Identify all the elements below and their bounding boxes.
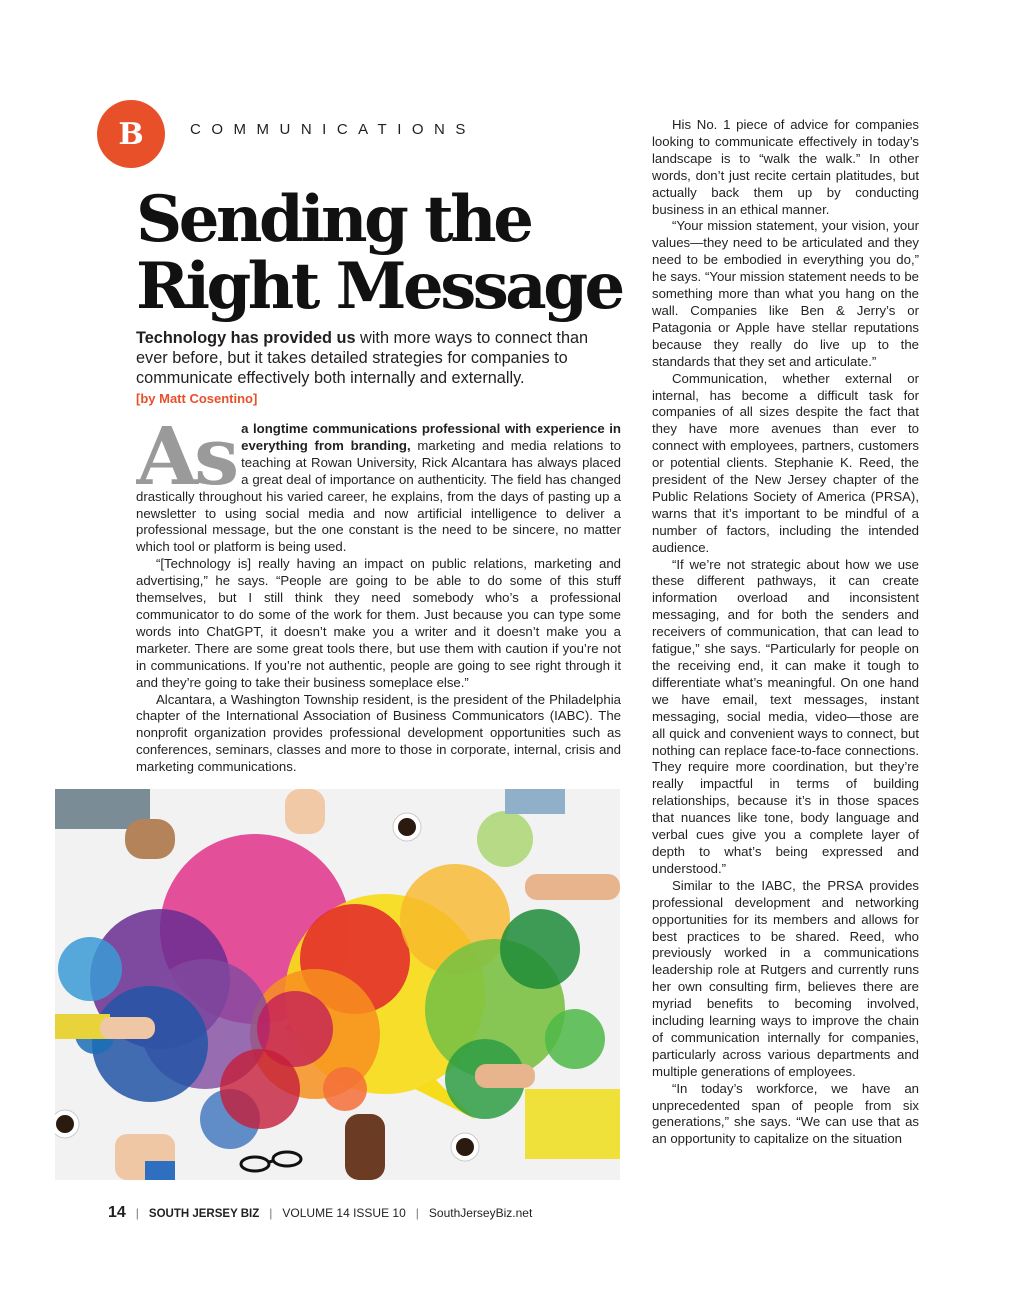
article-photo: [55, 789, 620, 1180]
headline-line-1: Sending the: [136, 182, 531, 257]
headline: [136, 182, 626, 324]
speech-bubbles-illustration: [55, 789, 620, 1180]
paragraph: His No. 1 piece of advice for companies looking to communicate effectively in today’s landscape is to “walk the walk.” In other words, don’t just recite certain platitudes, but actually back them up by conducting business in an ethical manner.: [652, 117, 919, 217]
website-link[interactable]: SouthJerseyBiz.net: [428, 1206, 533, 1220]
dek-text: with more ways to connect than ever before, but it takes detailed strategies for companies to communicate effectively both internally and externally.: [136, 329, 589, 387]
paragraph: Alcantara, a Washington Township resident, is the president of the Philadelphia chapter of the International Association of Business Communicators (IABC). The nonprofit organization provides professional development opportunities such as conferences, seminars, classes and more to those in corporate, internal, crisis and marketing communications.: [136, 691, 621, 775]
paragraph: “[Technology is] really having an impact on public relations, marketing and advertising,” he says. “People are going to be able to do some of this stuff themselves, but I still think they need somebody who’s a professional communicator to do some of the work for them. Just because you can type some words into ChatGPT, it doesn’t make you a writer and it doesn’t make you a marketer. There are some great tools there, but use them with caution if you’re not in communications. If you’re not authentic, people are going to see right through it and they’re going to take their business someplace else.”: [136, 556, 621, 690]
paragraph: Similar to the IABC, the PRSA provides professional development and networking opportunities for its members and allows for best practices to be shared. Reed, who previously worked in a communications leadership role at Rutgers and currently runs her own consulting firm, believes there are myriad benefits to becoming involved, including learning ways to improve the chain of communication internally for companies, particularly across various departments and multiple generations of employees.: [652, 877, 919, 1079]
headline-line-2: Right Message: [136, 249, 622, 324]
paragraph: “In today’s workforce, we have an unprecedented span of people from six generations,” she says. “We can use that as an opportunity to capitalize on the situation: [652, 1080, 919, 1147]
paragraph: Communication, whether external or internal, has become a difficult task for companies of all sizes despite the fact that they have more avenues than ever to connect with employees, partners, customers or potential clients. Stephanie K. Reed, the president of the New Jersey chapter of the Public Relations Society of America (PRSA), warns that it’s important to be mindful of a number of factors, including the intended audience.: [652, 370, 919, 555]
article-column-1: [136, 421, 621, 781]
dek: [136, 328, 616, 388]
intro-lead: a longtime communications professional with experience in everything from branding,: [241, 421, 621, 453]
publication-name: SOUTH JERSEY BIZ: [148, 1208, 260, 1220]
footer-separator: |: [135, 1206, 139, 1220]
paragraph: “If we’re not strategic about how we use these different pathways, it can create information overload and inconsistent messaging, and for both the senders and receivers of communication, that can lead to fatigue,” she says. “Particularly for people on the receiving end, it can make it tough to differentiate what’s meaningful. On one hand we have email, text messages, instant messaging, social media, video—those are all quick and convenient ways to connect, but nothing can replace face-to-face connections. They require more coordination, but they’re really impactful in terms of building relationships, because it’s in those spaces that nuances like tone, body language and verbal cues give you a complete layer of depth to what’s being expressed and understood.”: [652, 556, 919, 876]
footer-separator: |: [415, 1206, 419, 1220]
article-column-2: [652, 117, 919, 1185]
page-number: 14: [108, 1204, 126, 1221]
section-label: COMMUNICATIONS: [190, 121, 476, 138]
paragraph: “Your mission statement, your vision, your values—they need to be articulated and they need to be embodied in everything you do,” he says. “Your mission statement needs to be something more than what you hang on the wall. Companies like Ben & Jerry’s or Patagonia or Apple have stellar reputations because they really do live up to the standards that they set and articulate.”: [652, 218, 919, 369]
drop-cap: As: [136, 421, 236, 503]
intro-paragraph: As a longtime communications professional with experience in everything from branding, marketing and media relations to teaching at Rowan University, Rick Alcantara has always placed a great deal of importance on authenticity. The field has changed drastically throughout his varied career, he explains, from the days of pasting up a newsletter to using social media and now artificial intelligence to deliver a professional message, but the one constant is the need to be sincere, no matter which tool or platform is being used.: [136, 421, 621, 555]
issue-info: VOLUME 14 ISSUE 10: [282, 1206, 406, 1220]
byline: [by Matt Cosentino]: [136, 391, 258, 406]
footer-separator: |: [269, 1206, 273, 1220]
page-footer: [108, 1204, 532, 1222]
section-badge: B: [97, 100, 165, 168]
dek-lead: Technology has provided us: [136, 329, 356, 347]
